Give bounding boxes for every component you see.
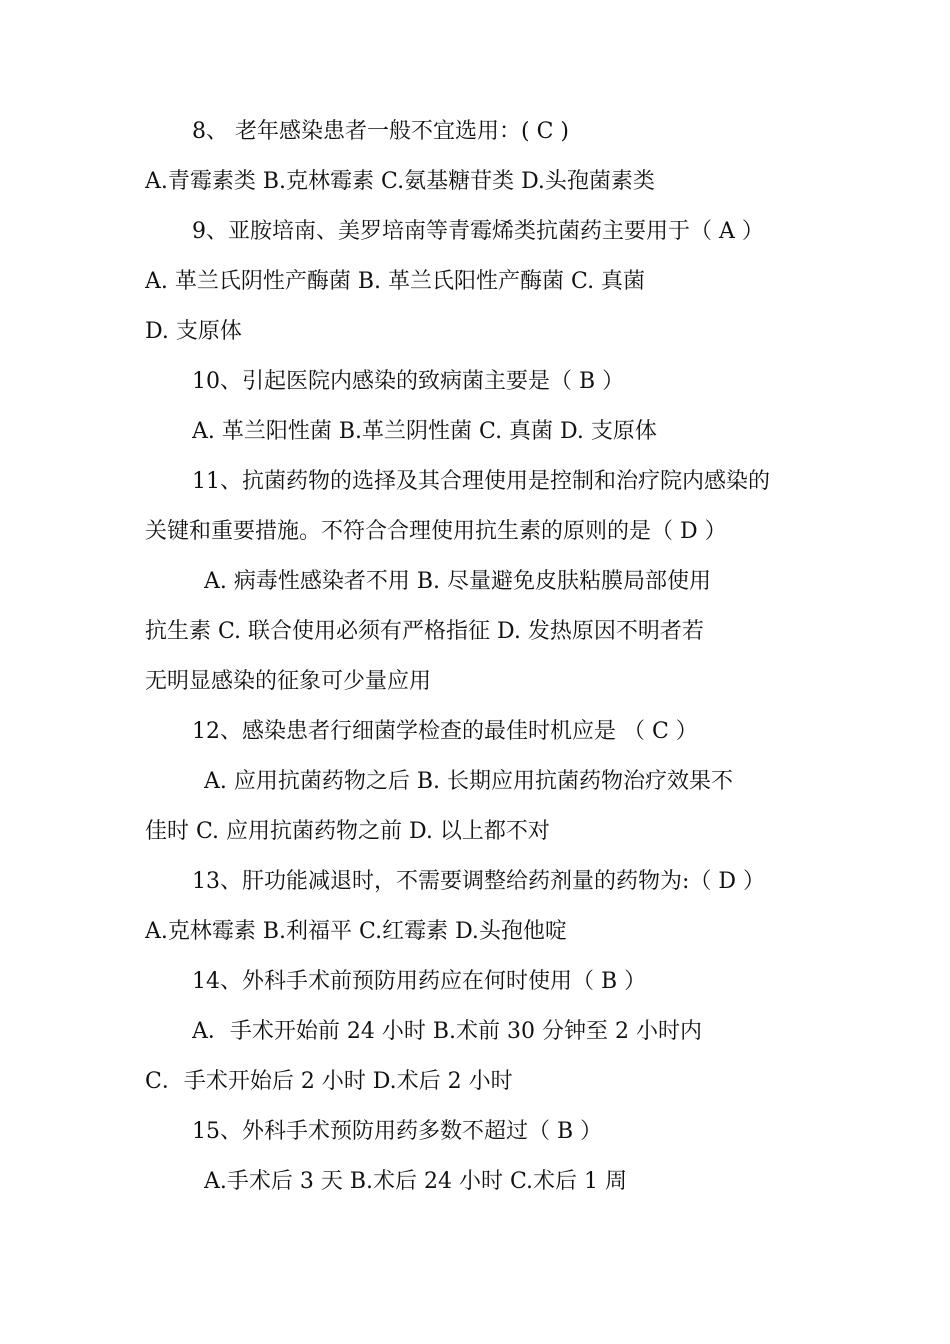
question-12-options-line-1: A. 应用抗菌药物之后 B. 长期应用抗菌药物治疗效果不 [204,769,734,794]
question-15: 15、外科手术预防用药多数不超过（ B ） [192,1119,603,1144]
question-14-options-line-2: C．手术开始后 2 小时 D.术后 2 小时 [145,1069,513,1094]
question-8: 8、 老年感染患者一般不宜选用：( C ) [192,119,569,144]
question-11-line-1: 11、抗菌药物的选择及其合理使用是控制和治疗院内感染的 [192,469,770,494]
question-9: 9、亚胺培南、美罗培南等青霉烯类抗菌药主要用于（ A ） [192,219,764,244]
question-12-options-line-2: 佳时 C. 应用抗菌药物之前 D. 以上都不对 [145,819,550,844]
question-14-options-line-1: A．手术开始前 24 小时 B.术前 30 分钟至 2 小时内 [192,1019,702,1044]
question-8-options: A.青霉素类 B.克林霉素 C.氨基糖苷类 D.头孢菌素类 [145,169,655,194]
question-11-options-line-1: A. 病毒性感染者不用 B. 尽量避免皮肤粘膜局部使用 [204,569,712,594]
question-9-options-line-1: A. 革兰氏阴性产酶菌 B. 革兰氏阳性产酶菌 C. 真菌 [145,269,646,294]
question-13: 13、肝功能减退时，不需要调整给药剂量的药物为:（ D ） [192,869,766,894]
question-13-options: A.克林霉素 B.利福平 C.红霉素 D.头孢他啶 [145,919,567,944]
question-9-options-line-2: D. 支原体 [145,319,242,344]
question-15-options: A.手术后 3 天 B.术后 24 小时 C.术后 1 周 [204,1169,628,1194]
question-11-line-2: 关键和重要措施。不符合合理使用抗生素的原则的是（ D ） [145,519,727,544]
question-14: 14、外科手术前预防用药应在何时使用（ B ） [192,969,647,994]
question-10: 10、引起医院内感染的致病菌主要是（ B ） [192,369,625,394]
question-10-options: A. 革兰阳性菌 B.革兰阴性菌 C. 真菌 D. 支原体 [192,419,657,444]
question-12: 12、感染患者行细菌学检查的最佳时机应是 （ C ） [192,719,698,744]
question-11-options-line-2: 抗生素 C. 联合使用必须有严格指征 D. 发热原因不明者若 [145,619,704,644]
question-11-options-line-3: 无明显感染的征象可少量应用 [145,669,432,694]
